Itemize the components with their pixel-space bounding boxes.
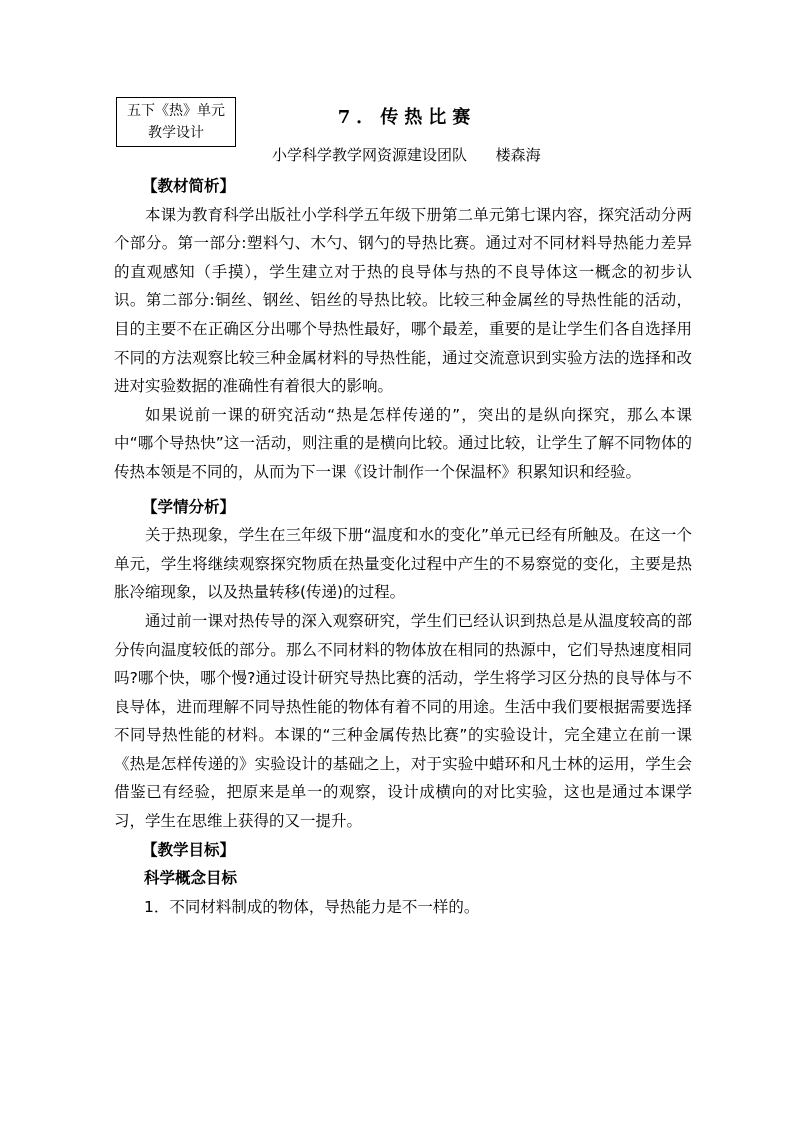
- section-heading-goals: 【教学目标】: [142, 840, 236, 859]
- subheading-concept-goals: 科学概念目标: [144, 869, 238, 888]
- paragraph: 关于热现象，学生在三年级下册“温度和水的变化”单元已经有所触及。在这一个单元，学生将继续观察探究物质在热量变化过程中产生的不易察觉的变化，主要是热胀冷缩现象，以及热量转移(传递)的过程。: [114, 526, 692, 602]
- unit-label-line1: 五下《热》单元: [127, 103, 225, 119]
- document-body: [114, 172, 692, 921]
- paragraph: 如果说前一课的研究活动“热是怎样传递的”，突出的是纵向探究，那么本课中“哪个导热快”这一活动，则注重的是横向比较。通过比较，让学生了解不同物体的传热本领是不同的，从而为下一课《设计制作一个保温杯》积累知识和经验。: [114, 405, 692, 481]
- section-heading-textbook: 【教材简析】: [142, 177, 236, 195]
- paragraph: 本课为教育科学出版社小学科学五年级下册第二单元第七课内容，探究活动分两个部分。第一部分:塑料勺、木勺、钢勺的导热比赛。通过对不同材料导热能力差异的直观感知（手摸），学生建立对于热的良导体与热的不良导体这一概念的初步认识。第二部分:铜丝、钢丝、铝丝的导热比较。比较三种金属丝的导热性能的活动，目的主要不在正确区分出哪个导热性最好，哪个最差，重要的是让学生们各自选择用不同的方法观察比较三种金属材料的导热性能，通过交流意识到实验方法的选择和改进对实验数据的准确性有着很大的影响。: [114, 205, 692, 396]
- paragraph: 通过前一课对热传导的深入观察研究，学生们已经认识到热总是从温度较高的部分传向温度较低的部分。那么不同材料的物体放在相同的热源中，它们导热速度相同吗?哪个快，哪个慢?通过设计研究导热比赛的活动，学生将学习区分热的良导体与不良导体，进而理解不同导热性能的物体有着不同的用途。生活中我们要根据需要选择不同导热性能的材料。本课的“三种金属传热比赛”的实验设计，完全建立在前一课《热是怎样传递的》实验设计的基础之上，对于实验中蜡环和凡士林的运用，学生会借鉴已有经验，把原来是单一的观察，设计成横向的对比实验，这也是通过本课学习，学生在思维上获得的又一提升。: [114, 611, 692, 831]
- section-heading-student: 【学情分析】: [142, 497, 236, 516]
- list-item: 1．不同材料制成的物体，导热能力是不一样的。: [144, 897, 480, 916]
- page-title: 7．传热比赛: [337, 107, 477, 128]
- author-line: 小学科学教学网资源建设团队 楼森海: [272, 146, 541, 164]
- unit-label-line2: 教学设计: [148, 125, 204, 141]
